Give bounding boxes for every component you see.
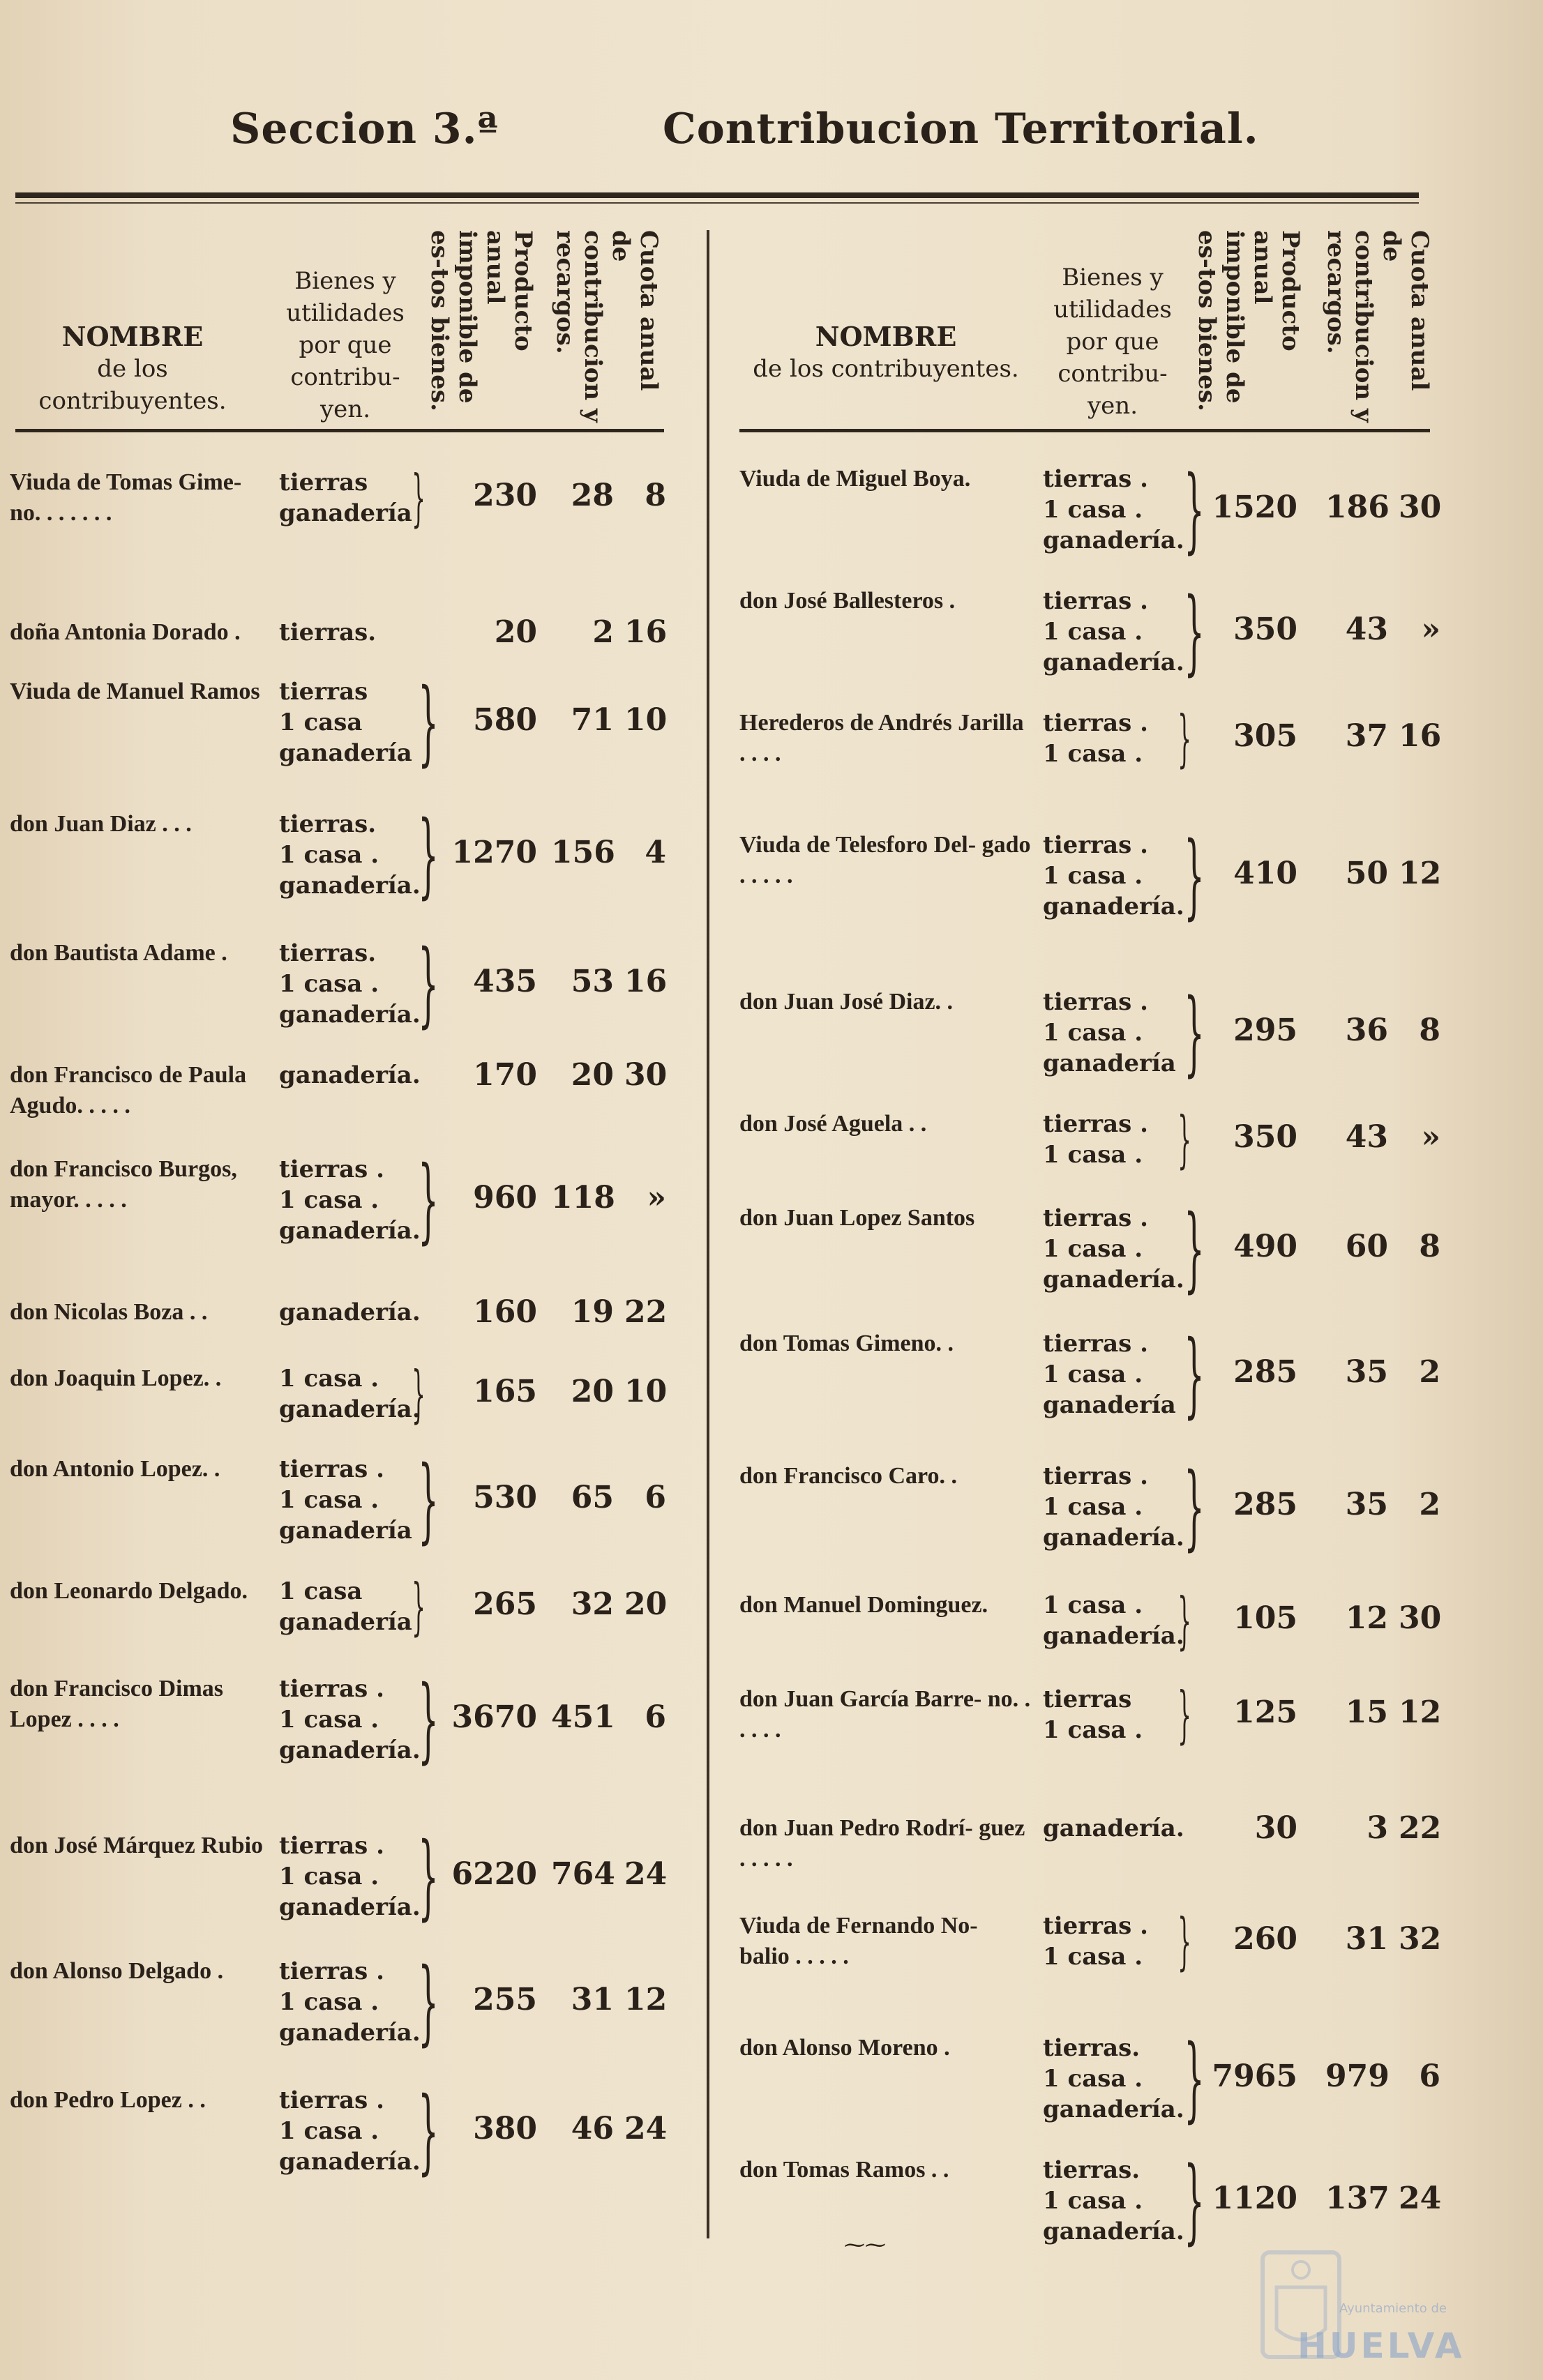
quota-reales-value: 19	[571, 1294, 614, 1330]
brace-icon: }	[1184, 1195, 1205, 1303]
quota-reales-value: 3	[1367, 1810, 1388, 1846]
brace-icon: }	[1177, 1103, 1191, 1175]
quota-maravedis-value: 16	[624, 964, 668, 999]
left-name-header	[7, 321, 258, 417]
brace-icon: }	[1184, 822, 1205, 930]
quota-maravedis-value: »	[1421, 1119, 1440, 1155]
left-quota-header: Cuota anual de contribucion y recargos.	[551, 230, 663, 423]
brace-icon: }	[1184, 456, 1205, 563]
contributor-name: don Juan Diaz . . .	[10, 811, 192, 837]
quota-reales-value: 60	[1345, 1229, 1388, 1264]
quota-maravedis-value: »	[1421, 612, 1440, 647]
goods-list: tierras . 1 casa . ganadería.	[279, 1675, 421, 1764]
goods-list: ganadería.	[279, 1061, 421, 1089]
quota-maravedis-value: 24	[624, 1856, 668, 1892]
quota-reales-value: 31	[571, 1982, 614, 2017]
brace-icon: }	[1177, 1584, 1191, 1656]
left-goods-header: Bienes y utilidades por que contribu-yen.	[286, 267, 405, 423]
quota-reales-value: 764	[551, 1856, 615, 1892]
quota-maravedis-value: 24	[1399, 2181, 1442, 2216]
goods-list: tierras . 1 casa . ganadería	[1043, 1330, 1176, 1419]
brace-icon: }	[1184, 2025, 1205, 2132]
table-row	[0, 1453, 1543, 1561]
brace-icon: }	[1184, 1453, 1205, 1561]
contributor-name: don Alonso Moreno .	[739, 2035, 950, 2061]
goods-list: tierras. 1 casa . ganadería.	[1043, 2034, 1184, 2123]
quota-maravedis-value: 30	[1399, 490, 1442, 525]
quota-maravedis-value: 12	[1399, 856, 1442, 891]
contributor-name: don Juan Pedro Rodrí- guez . . . . .	[739, 1815, 1025, 1872]
goods-list: tierras . 1 casa . ganadería.	[1043, 831, 1184, 920]
quota-reales-value: 979	[1325, 2059, 1390, 2094]
goods-list: tierras . 1 casa .	[1043, 709, 1148, 768]
left-product-header: Producto anual imponible de es-tos bienes.	[426, 230, 537, 411]
goods-list: tierras . 1 casa . ganadería	[1043, 988, 1176, 1077]
contributor-name: doña Antonia Dorado .	[10, 619, 241, 645]
goods-list: tierras . 1 casa .	[1043, 1110, 1148, 1169]
contributor-name: don Tomas Ramos . .	[739, 2157, 949, 2183]
contributor-name: Viuda de Tomas Gime- no. . . . . . .	[10, 469, 242, 526]
contributor-name: don Juan José Diaz. .	[739, 989, 954, 1015]
brace-icon: }	[418, 1823, 439, 1930]
table-row	[0, 1321, 1543, 1430]
product-value: 380	[473, 2111, 537, 2146]
table-row	[0, 1678, 1543, 1778]
goods-list: tierras . 1 casa . ganadería.	[1043, 1462, 1184, 1552]
product-value: 350	[1233, 612, 1297, 647]
table-row	[0, 1810, 1543, 1872]
contributor-name: don Antonio Lopez. .	[10, 1456, 220, 1482]
quota-maravedis-value: 6	[1419, 2059, 1440, 2094]
quota-reales-value: 35	[1345, 1354, 1388, 1390]
contributor-name: Viuda de Manuel Ramos	[10, 679, 260, 704]
quota-maravedis-value: 8	[1419, 1013, 1440, 1048]
goods-list: tierras. 1 casa . ganadería.	[279, 939, 421, 1029]
goods-list: tierras.	[279, 619, 377, 646]
right-quota-header: Cuota anual de contribucion y recargos.	[1322, 230, 1433, 423]
quota-maravedis-value: 16	[1399, 718, 1442, 754]
quota-reales-value: 36	[1345, 1013, 1388, 1048]
quota-maravedis-value: 2	[1419, 1487, 1440, 1522]
goods-list: tierras . 1 casa . ganadería.	[1043, 1204, 1184, 1294]
quota-maravedis-value: 8	[645, 478, 666, 513]
product-value: 1270	[451, 835, 537, 870]
product-value: 1120	[1212, 2181, 1297, 2216]
contributor-name: don José Ballesteros .	[739, 588, 956, 614]
quota-reales-value: 65	[571, 1480, 614, 1515]
goods-list: tierras . 1 casa . ganadería.	[279, 2086, 421, 2176]
brace-icon: }	[1184, 979, 1205, 1086]
product-value: 265	[473, 1586, 537, 1622]
name-header-line1: NOMBRE	[815, 321, 957, 352]
product-value: 285	[1233, 1487, 1297, 1522]
contributor-name: don Francisco de Paula Agudo. . . . .	[10, 1062, 247, 1119]
goods-list: 1 casa ganadería	[279, 1577, 412, 1636]
product-value: 230	[473, 478, 537, 513]
brace-icon: }	[418, 1948, 439, 2056]
quota-reales-value: 20	[571, 1374, 614, 1409]
quota-reales-value: 50	[1345, 856, 1388, 891]
product-value: 490	[1233, 1229, 1297, 1264]
product-value: 3670	[451, 1699, 537, 1735]
right-goods-header: Bienes y utilidades por que contribu-yen.	[1053, 264, 1172, 420]
quota-reales-value: 53	[571, 964, 614, 999]
quota-reales-value: 46	[571, 2111, 614, 2146]
quota-reales-value: 31	[1345, 1921, 1388, 1957]
right-name-header	[739, 321, 1032, 385]
product-value: 260	[1233, 1921, 1297, 1957]
goods-list: ganadería.	[279, 1298, 421, 1326]
goods-list: tierras . 1 casa . ganadería.	[1043, 465, 1184, 554]
product-value: 580	[473, 702, 537, 738]
quota-maravedis-value: 10	[624, 702, 668, 738]
goods-list: tierras . 1 casa .	[1043, 1912, 1148, 1971]
page-title: Contribucion Territorial.	[663, 105, 1259, 153]
product-value: 6220	[451, 1856, 537, 1892]
goods-list: tierras . 1 casa . ganadería.	[1043, 587, 1184, 676]
product-value: 105	[1233, 1600, 1297, 1636]
footer-ornament: ⁓⁓	[844, 2233, 886, 2257]
contributor-name: don Juan García Barre- no. . . . . .	[739, 1686, 1031, 1743]
quota-maravedis-value: 12	[624, 1982, 668, 2017]
product-value: 435	[473, 964, 537, 999]
brace-icon: }	[1184, 578, 1205, 685]
goods-list: ganadería.	[1043, 1814, 1184, 1842]
product-value: 20	[494, 614, 537, 650]
contributor-name: don Leonardo Delgado.	[10, 1578, 248, 1604]
product-value: 350	[1233, 1119, 1297, 1155]
brace-icon: }	[1177, 1905, 1191, 1977]
brace-icon: }	[418, 801, 439, 909]
quota-reales-value: 43	[1345, 612, 1388, 647]
product-value: 1520	[1212, 490, 1297, 525]
watermark-line1: Ayuntamiento de	[1339, 2301, 1447, 2316]
brace-icon: }	[418, 1666, 439, 1773]
quota-maravedis-value: 10	[624, 1374, 668, 1409]
quota-reales-value: 20	[571, 1057, 614, 1093]
quota-maravedis-value: 4	[645, 835, 666, 870]
right-header-underline	[739, 429, 1430, 432]
product-value: 165	[473, 1374, 537, 1409]
quota-reales-value: 2	[592, 614, 614, 650]
brace-icon: }	[418, 1146, 439, 1254]
product-value: 160	[473, 1294, 537, 1330]
product-value: 960	[473, 1180, 537, 1215]
quota-reales-value: 28	[571, 478, 614, 513]
table-row	[0, 1584, 1543, 1656]
brace-icon: }	[412, 1570, 426, 1642]
quota-reales-value: 186	[1325, 490, 1390, 525]
table-row	[0, 702, 1543, 774]
brace-icon: }	[412, 462, 426, 533]
quota-maravedis-value: 22	[1399, 1810, 1442, 1846]
quota-reales-value: 35	[1345, 1487, 1388, 1522]
product-value: 285	[1233, 1354, 1297, 1390]
name-header-line2: de los contribuyentes.	[38, 355, 227, 415]
quota-maravedis-value: 2	[1419, 1354, 1440, 1390]
quota-reales-value: 71	[571, 702, 614, 738]
brace-icon: }	[418, 1446, 439, 1554]
contributor-name: don Francisco Burgos, mayor. . . . .	[10, 1156, 237, 1213]
header-rule	[15, 192, 1419, 198]
quota-maravedis-value: 22	[624, 1294, 668, 1330]
product-value: 170	[473, 1057, 537, 1093]
brace-icon: }	[1184, 1321, 1205, 1428]
left-header-underline	[15, 429, 664, 432]
contributor-name: Viuda de Miguel Boya.	[739, 466, 971, 492]
brace-icon: }	[412, 1358, 426, 1430]
goods-list: 1 casa . ganadería.	[279, 1365, 421, 1423]
quota-maravedis-value: 24	[624, 2111, 668, 2146]
goods-list: tierras. 1 casa . ganadería.	[1043, 2156, 1184, 2245]
header-rule-thin	[15, 202, 1419, 204]
table-row	[0, 1103, 1543, 1175]
quota-maravedis-value: 6	[645, 1480, 666, 1515]
goods-list: tierras . 1 casa . ganadería.	[279, 1155, 421, 1245]
contributor-name: don Joaquin Lopez. .	[10, 1365, 222, 1391]
name-header-line1: NOMBRE	[61, 321, 204, 352]
product-value: 30	[1254, 1810, 1297, 1846]
contributor-name: Herederos de Andrés Jarilla . . . .	[739, 710, 1024, 766]
contributor-name: don Manuel Dominguez.	[739, 1592, 988, 1618]
goods-list: tierras. 1 casa . ganadería.	[279, 810, 421, 900]
contributor-name: Viuda de Fernando No- balio . . . . .	[739, 1913, 978, 1969]
contributor-name: Viuda de Telesforo Del- gado . . . . .	[739, 832, 1031, 888]
goods-list: tierras . 1 casa . ganadería.	[279, 1957, 421, 2047]
quota-reales-value: 43	[1345, 1119, 1388, 1155]
contributor-name: don Nicolas Boza . .	[10, 1299, 208, 1325]
goods-list: tierras 1 casa ganadería	[279, 678, 412, 767]
quota-maravedis-value: 30	[624, 1057, 668, 1093]
section-label: Seccion 3.ª	[230, 105, 499, 153]
brace-icon: }	[418, 930, 439, 1038]
quota-maravedis-value: 12	[1399, 1695, 1442, 1730]
quota-reales-value: 37	[1345, 718, 1388, 754]
brace-icon: }	[418, 669, 439, 776]
name-header-line2: de los contribuyentes.	[753, 355, 1019, 383]
quota-maravedis-value: 32	[1399, 1921, 1442, 1957]
quota-maravedis-value: 8	[1419, 1229, 1440, 1264]
table-row	[0, 456, 1543, 563]
product-value: 410	[1233, 856, 1297, 891]
quota-reales-value: 137	[1325, 2181, 1390, 2216]
quota-reales-value: 15	[1345, 1695, 1388, 1730]
quota-reales-value: 32	[571, 1586, 614, 1622]
contributor-name: don Alonso Delgado .	[10, 1958, 224, 1984]
goods-list: tierras 1 casa .	[1043, 1685, 1143, 1744]
contributor-name: don Bautista Adame .	[10, 940, 227, 966]
table-row	[0, 2147, 1543, 2254]
quota-maravedis-value: 30	[1399, 1600, 1442, 1636]
brace-icon: }	[1177, 702, 1191, 774]
goods-list: tierras . 1 casa . ganadería	[279, 1455, 412, 1545]
brace-icon: }	[1184, 2147, 1205, 2254]
contributor-name: don Pedro Lopez . .	[10, 2087, 206, 2113]
goods-list: tierras ganadería	[279, 469, 412, 527]
contributor-name: don Francisco Caro. .	[739, 1463, 957, 1489]
contributor-name: don Juan Lopez Santos	[739, 1205, 975, 1231]
goods-list: tierras . 1 casa . ganadería.	[279, 1832, 421, 1921]
quota-maravedis-value: 16	[624, 614, 668, 650]
right-product-header: Producto anual imponible de es-tos bienes.	[1193, 230, 1304, 411]
product-value: 295	[1233, 1013, 1297, 1048]
quota-reales-value: 12	[1345, 1600, 1388, 1636]
brace-icon: }	[1177, 1678, 1191, 1750]
product-value: 305	[1233, 718, 1297, 754]
product-value: 125	[1233, 1695, 1297, 1730]
contributor-name: don José Márquez Rubio	[10, 1833, 264, 1858]
product-value: 530	[473, 1480, 537, 1515]
contributor-name: don Francisco Dimas Lopez . . . .	[10, 1676, 223, 1732]
contributor-name: don José Aguela . .	[739, 1111, 927, 1137]
brace-icon: }	[418, 2077, 439, 2185]
product-value: 255	[473, 1982, 537, 2017]
quota-reales-value: 451	[551, 1699, 615, 1735]
quota-maravedis-value: 20	[624, 1586, 668, 1622]
watermark-line2: HUELVA	[1297, 2326, 1465, 2366]
table-row	[0, 578, 1543, 685]
quota-reales-value: 118	[551, 1180, 615, 1215]
quota-reales-value: 156	[551, 835, 615, 870]
contributor-name: don Tomas Gimeno. .	[739, 1331, 954, 1356]
product-value: 7965	[1212, 2059, 1297, 2094]
table-row	[0, 1905, 1543, 1977]
quota-maravedis-value: 6	[645, 1699, 666, 1735]
goods-list: 1 casa . ganadería.	[1043, 1591, 1184, 1650]
quota-maravedis-value: »	[647, 1180, 666, 1215]
